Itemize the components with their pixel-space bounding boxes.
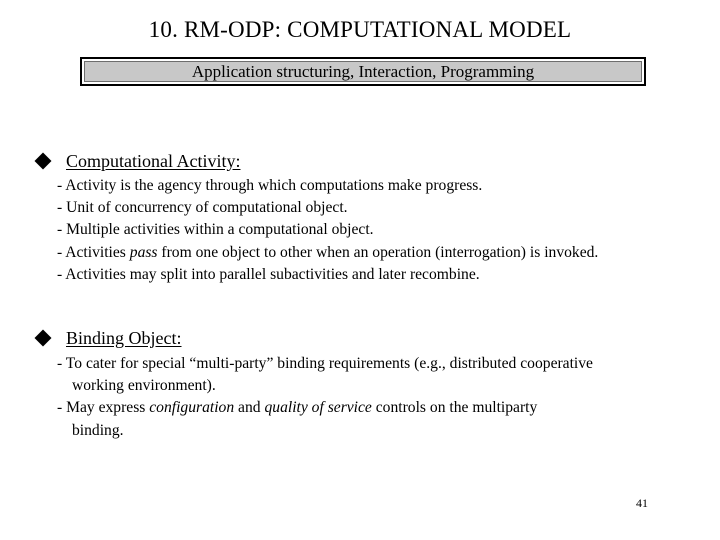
list-item: - Unit of concurrency of computational object. [57,199,348,217]
list-item: - Multiple activities within a computational object. [57,221,374,239]
list-item-text: and [234,399,265,417]
section-computational-activity [33,149,598,286]
subtitle-text: Application structuring, Interaction, Programming [191,61,535,81]
list-item: - Activities may split into parallel subactivities and later recombine. [57,265,480,283]
list-item-continuation: binding. [72,421,124,439]
section-heading [33,326,593,350]
diamond-bullet-icon [35,330,52,347]
subtitle-banner [80,57,646,86]
list-item [57,242,598,264]
list-item-text: controls on the multiparty [371,399,538,417]
list-item: - Activity is the agency through which computations make progress. [57,177,483,194]
emphasis-text: configuration [149,399,235,417]
list-item: - To cater for special “multi-party” binding requirements (e.g., distributed cooperative [57,355,593,372]
heading-text: Computational Activity: [66,150,241,171]
list-item-text: - May express [57,399,150,417]
emphasis-text: quality of service [264,399,372,417]
section-heading [33,149,598,173]
list-item-text: from one object to other when an operation (interrogation) is invoked. [157,243,599,261]
bullet-list [57,353,593,442]
slide-title: 10. RM-ODP: COMPUTATIONAL MODEL [148,17,572,42]
diamond-bullet-icon [35,153,52,170]
page-number: 41 [636,496,648,510]
list-item-continuation: working environment). [72,377,216,395]
heading-text: Binding Object: [66,327,182,348]
list-item [57,397,593,419]
bullet-list [57,175,598,286]
list-item-text: - Activities [57,243,130,261]
section-binding-object [33,326,593,442]
emphasis-text: pass [129,243,158,261]
